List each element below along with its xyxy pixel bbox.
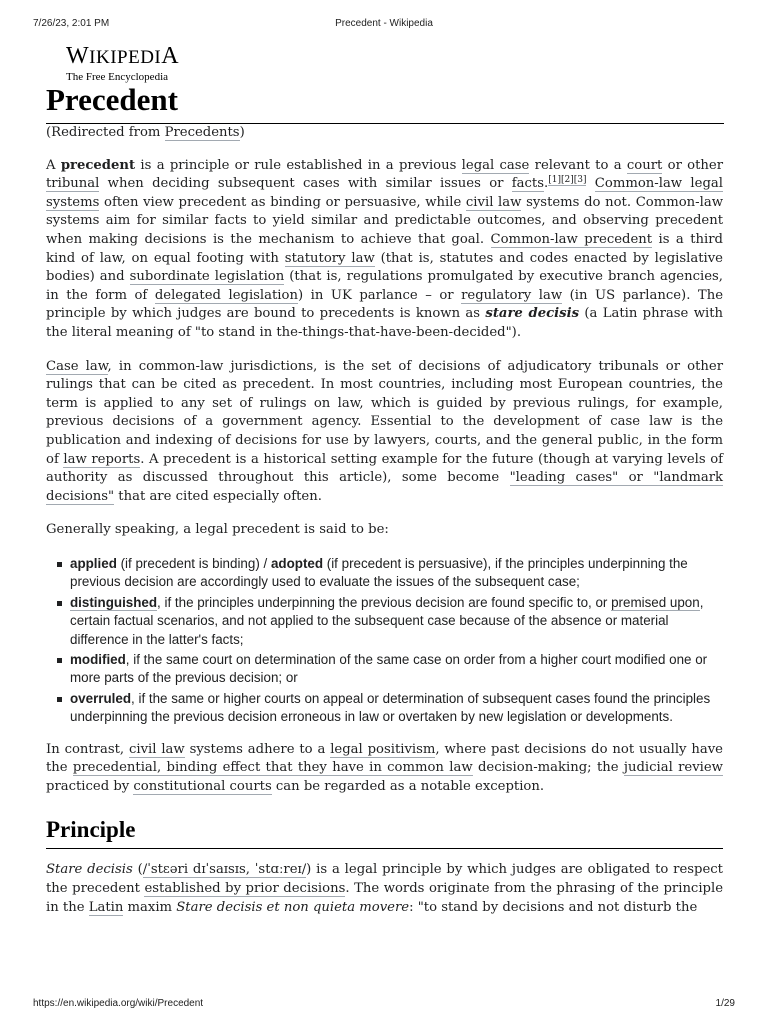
link-pronunciation[interactable]: /ˈstɛəri dɪˈsaɪsɪs, ˈstɑːreɪ/ [142,862,307,878]
bullet-square-icon [57,562,62,567]
intro-paragraph: A precedent is a principle or rule established in a previous legal case relevant to a court or other tribunal when deciding subsequent cases with similar issues or facts.[1][2][3] Common-law legal systems often view precedent as binding or persuasive, while civil law systems do not. Common-law systems aim for similar facts to yield similar and predictable outcomes, and observing precedent when making decisions is the mechanism to achieve that goal. Common-law precedent is a third kind of law, on equal footing with statutory law (that is, statutes and codes enacted by legislative bodies) and subordinate legislation (that is, regulations promulgated by executive branch agencies, in the form of delegated legislation) in UK parlance – or regulatory law (in US parlance). The principle by which judges are bound to precedents is known as stare decisis (a Latin phrase with the literal meaning of "to stand in the-things-that-have-been-decided"). [46,157,724,340]
precedent-outcomes-list [46,555,723,727]
link-law-reports[interactable]: law reports [63,451,141,467]
article-content [46,124,723,932]
print-page-number: 1/29 [715,998,735,1009]
link-common-law-legal-systems[interactable]: Common-law legal systems [46,176,723,210]
page-title: Precedent [46,80,724,124]
print-url: https://en.wikipedia.org/wiki/Precedent [33,998,204,1009]
link-statutory-law[interactable]: statutory law [284,250,375,266]
section-heading-principle: Principle [46,816,723,849]
link-tribunal[interactable]: tribunal [46,176,100,192]
stare-decisis-paragraph: Stare decisis (/ˈstɛəri dɪˈsaɪsɪs, ˈstɑːreɪ/) is a legal principle by which judges are obligated to respect the precedent established by prior decisions. The words originate from the phrasing of the principle in the Latin maxim Stare decisis et non quieta movere: "to stand by decisions and not disturb the [46,862,724,915]
link-distinguished[interactable]: distinguished [70,594,158,610]
list-item: modified, if the same court on determination of the same case on order from a higher court modified one or more parts of the previous decision; or [70,651,723,688]
wikipedia-logo[interactable] [66,44,179,83]
link-judicial-review[interactable]: judicial review [623,760,723,776]
bullet-square-icon [57,601,62,606]
ref-1[interactable]: [1] [548,174,561,185]
link-latin[interactable]: Latin [88,899,124,915]
link-civil-law[interactable]: civil law [465,194,522,210]
print-footer [33,998,735,1010]
print-page-title: Precedent - Wikipedia [335,18,433,29]
contrast-paragraph: In contrast, civil law systems adhere to a legal positivism, where past decisions do not usually have the precedential, binding effect that they have in common law decision-making; the judicial review practiced by constitutional courts can be regarded as a notable exception. [46,741,723,794]
bullet-square-icon [57,658,62,663]
generally-paragraph: Generally speaking, a legal precedent is said to be: [46,522,389,538]
link-facts[interactable]: facts [511,176,544,192]
link-delegated-legislation[interactable]: delegated legislation [154,287,298,303]
ref-3[interactable]: [3] [573,174,587,185]
term-precedent: precedent [60,157,136,173]
wikipedia-wordmark: WIKIPEDIA [66,43,180,69]
link-court[interactable]: court [626,157,663,173]
list-item: distinguished, if the principles underpinning the previous decision are found specific to, or premised upon, certain factual scenarios, and not applied to the subsequent case because of the absence or material difference in the latter's facts; [70,594,723,649]
link-civil-law-2[interactable]: civil law [128,741,185,757]
link-common-law-precedent[interactable]: Common-law precedent [490,231,653,247]
redirect-link[interactable]: Precedents [164,125,240,140]
ref-2[interactable]: [2] [560,174,574,185]
print-header [33,18,735,32]
redirect-notice: (Redirected from Precedents) [46,125,245,140]
term-stare-decisis: stare decisis [485,306,580,322]
link-legal-case[interactable]: legal case [461,157,530,173]
bullet-square-icon [57,697,62,702]
link-legal-positivism[interactable]: legal positivism [330,741,436,757]
list-item: applied (if precedent is binding) / adopted (if precedent is persuasive), if the principles underpinning the previous decision are accordingly used to evaluate the issues of the subsequent case; [70,555,723,592]
link-case-law[interactable]: Case law [46,358,108,374]
link-premised-upon[interactable]: premised upon [611,594,700,610]
link-established-by-prior-decisions[interactable]: established by prior decisions [144,880,346,896]
link-regulatory-law[interactable]: regulatory law [461,287,563,303]
link-constitutional-courts[interactable]: constitutional courts [133,778,272,794]
link-subordinate-legislation[interactable]: subordinate legislation [129,269,285,285]
list-item: overruled, if the same or higher courts on appeal or determination of subsequent cases found the principles underpinning the previous decision erroneous in law or overtaken by new legislation or developments. [70,690,723,727]
link-leading-cases[interactable]: "leading cases" or "landmark decisions" [46,470,724,504]
link-precedential-effect[interactable]: precedential, binding effect that they have in common law [72,760,473,776]
wikipedia-tagline: The Free Encyclopedia [66,71,169,83]
case-law-paragraph: Case law, in common-law jurisdictions, is the set of decisions of adjudicatory tribunals or other rulings that can be cited as precedent. In most countries, including most European countries, the term is applied to any set of rulings on law, which is guided by previous rulings, for example, previous decisions of a government agency. Essential to the development of case law is the publication and indexing of decisions for use by lawyers, courts, and the general public, in the form of law reports. A precedent is a historical setting example for the future (though at varying levels of authority as discussed throughout this article), some become "leading cases" or "landmark decisions" that are cited especially often. [46,358,724,504]
print-datetime: 7/26/23, 2:01 PM [33,18,110,29]
